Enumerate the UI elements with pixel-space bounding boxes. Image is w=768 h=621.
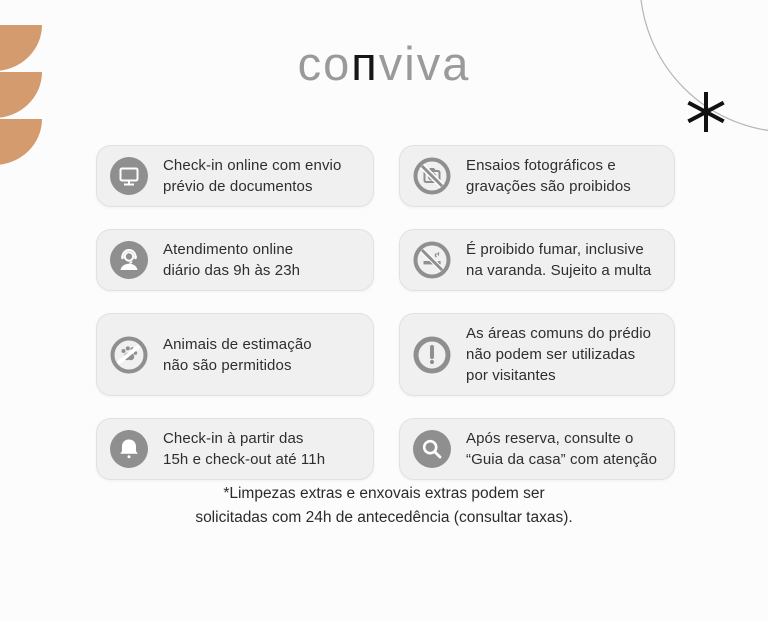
footer-note: [0, 482, 768, 530]
card-checkin-time: [96, 418, 374, 480]
bell-icon: [110, 430, 148, 468]
monitor-icon: [110, 157, 148, 195]
card-text: Ensaios fotográficos e gravações são proibidos: [466, 157, 631, 195]
no-photo-icon: [413, 157, 451, 195]
logo-part: co: [297, 37, 352, 90]
card-text: Atendimento online diário das 9h às 23h: [163, 241, 301, 279]
card-text: Check-in online com envio prévio de documentos: [163, 157, 342, 195]
card-no-pets: [96, 313, 374, 396]
card-house-guide: [399, 418, 675, 480]
asterisk-icon: [688, 92, 723, 132]
footer-line: *Limpezas extras e enxovais extras podem ser: [223, 485, 545, 502]
card-common-areas: [399, 313, 675, 396]
logo-part: п: [351, 37, 379, 90]
magnifier-icon: [413, 430, 451, 468]
card-text: Check-in à partir das 15h e check-out até 11h: [163, 430, 326, 468]
no-smoking-icon: [413, 241, 451, 279]
card-text: É proibido fumar, inclusive na varanda. Sujeito a multa: [466, 241, 652, 279]
card-text: Animais de estimação não são permitidos: [163, 335, 312, 374]
footer-line: solicitadas com 24h de antecedência (consultar taxas).: [195, 509, 573, 527]
card-support: [96, 229, 374, 291]
logo-part: viva: [378, 37, 471, 90]
brand-logo: [0, 37, 768, 90]
exclamation-icon: [413, 336, 451, 374]
card-checkin-online: [96, 145, 374, 207]
card-no-photo: [399, 145, 675, 207]
no-pets-icon: [110, 336, 148, 374]
petal-shape: [0, 119, 42, 165]
card-text: Após reserva, consulte o “Guia da casa” com atenção: [466, 430, 658, 468]
card-no-smoking: [399, 229, 675, 291]
card-text: As áreas comuns do prédio não podem ser utilizadas por visitantes: [466, 325, 652, 384]
rules-grid: [96, 145, 675, 480]
support-agent-icon: [110, 241, 148, 279]
